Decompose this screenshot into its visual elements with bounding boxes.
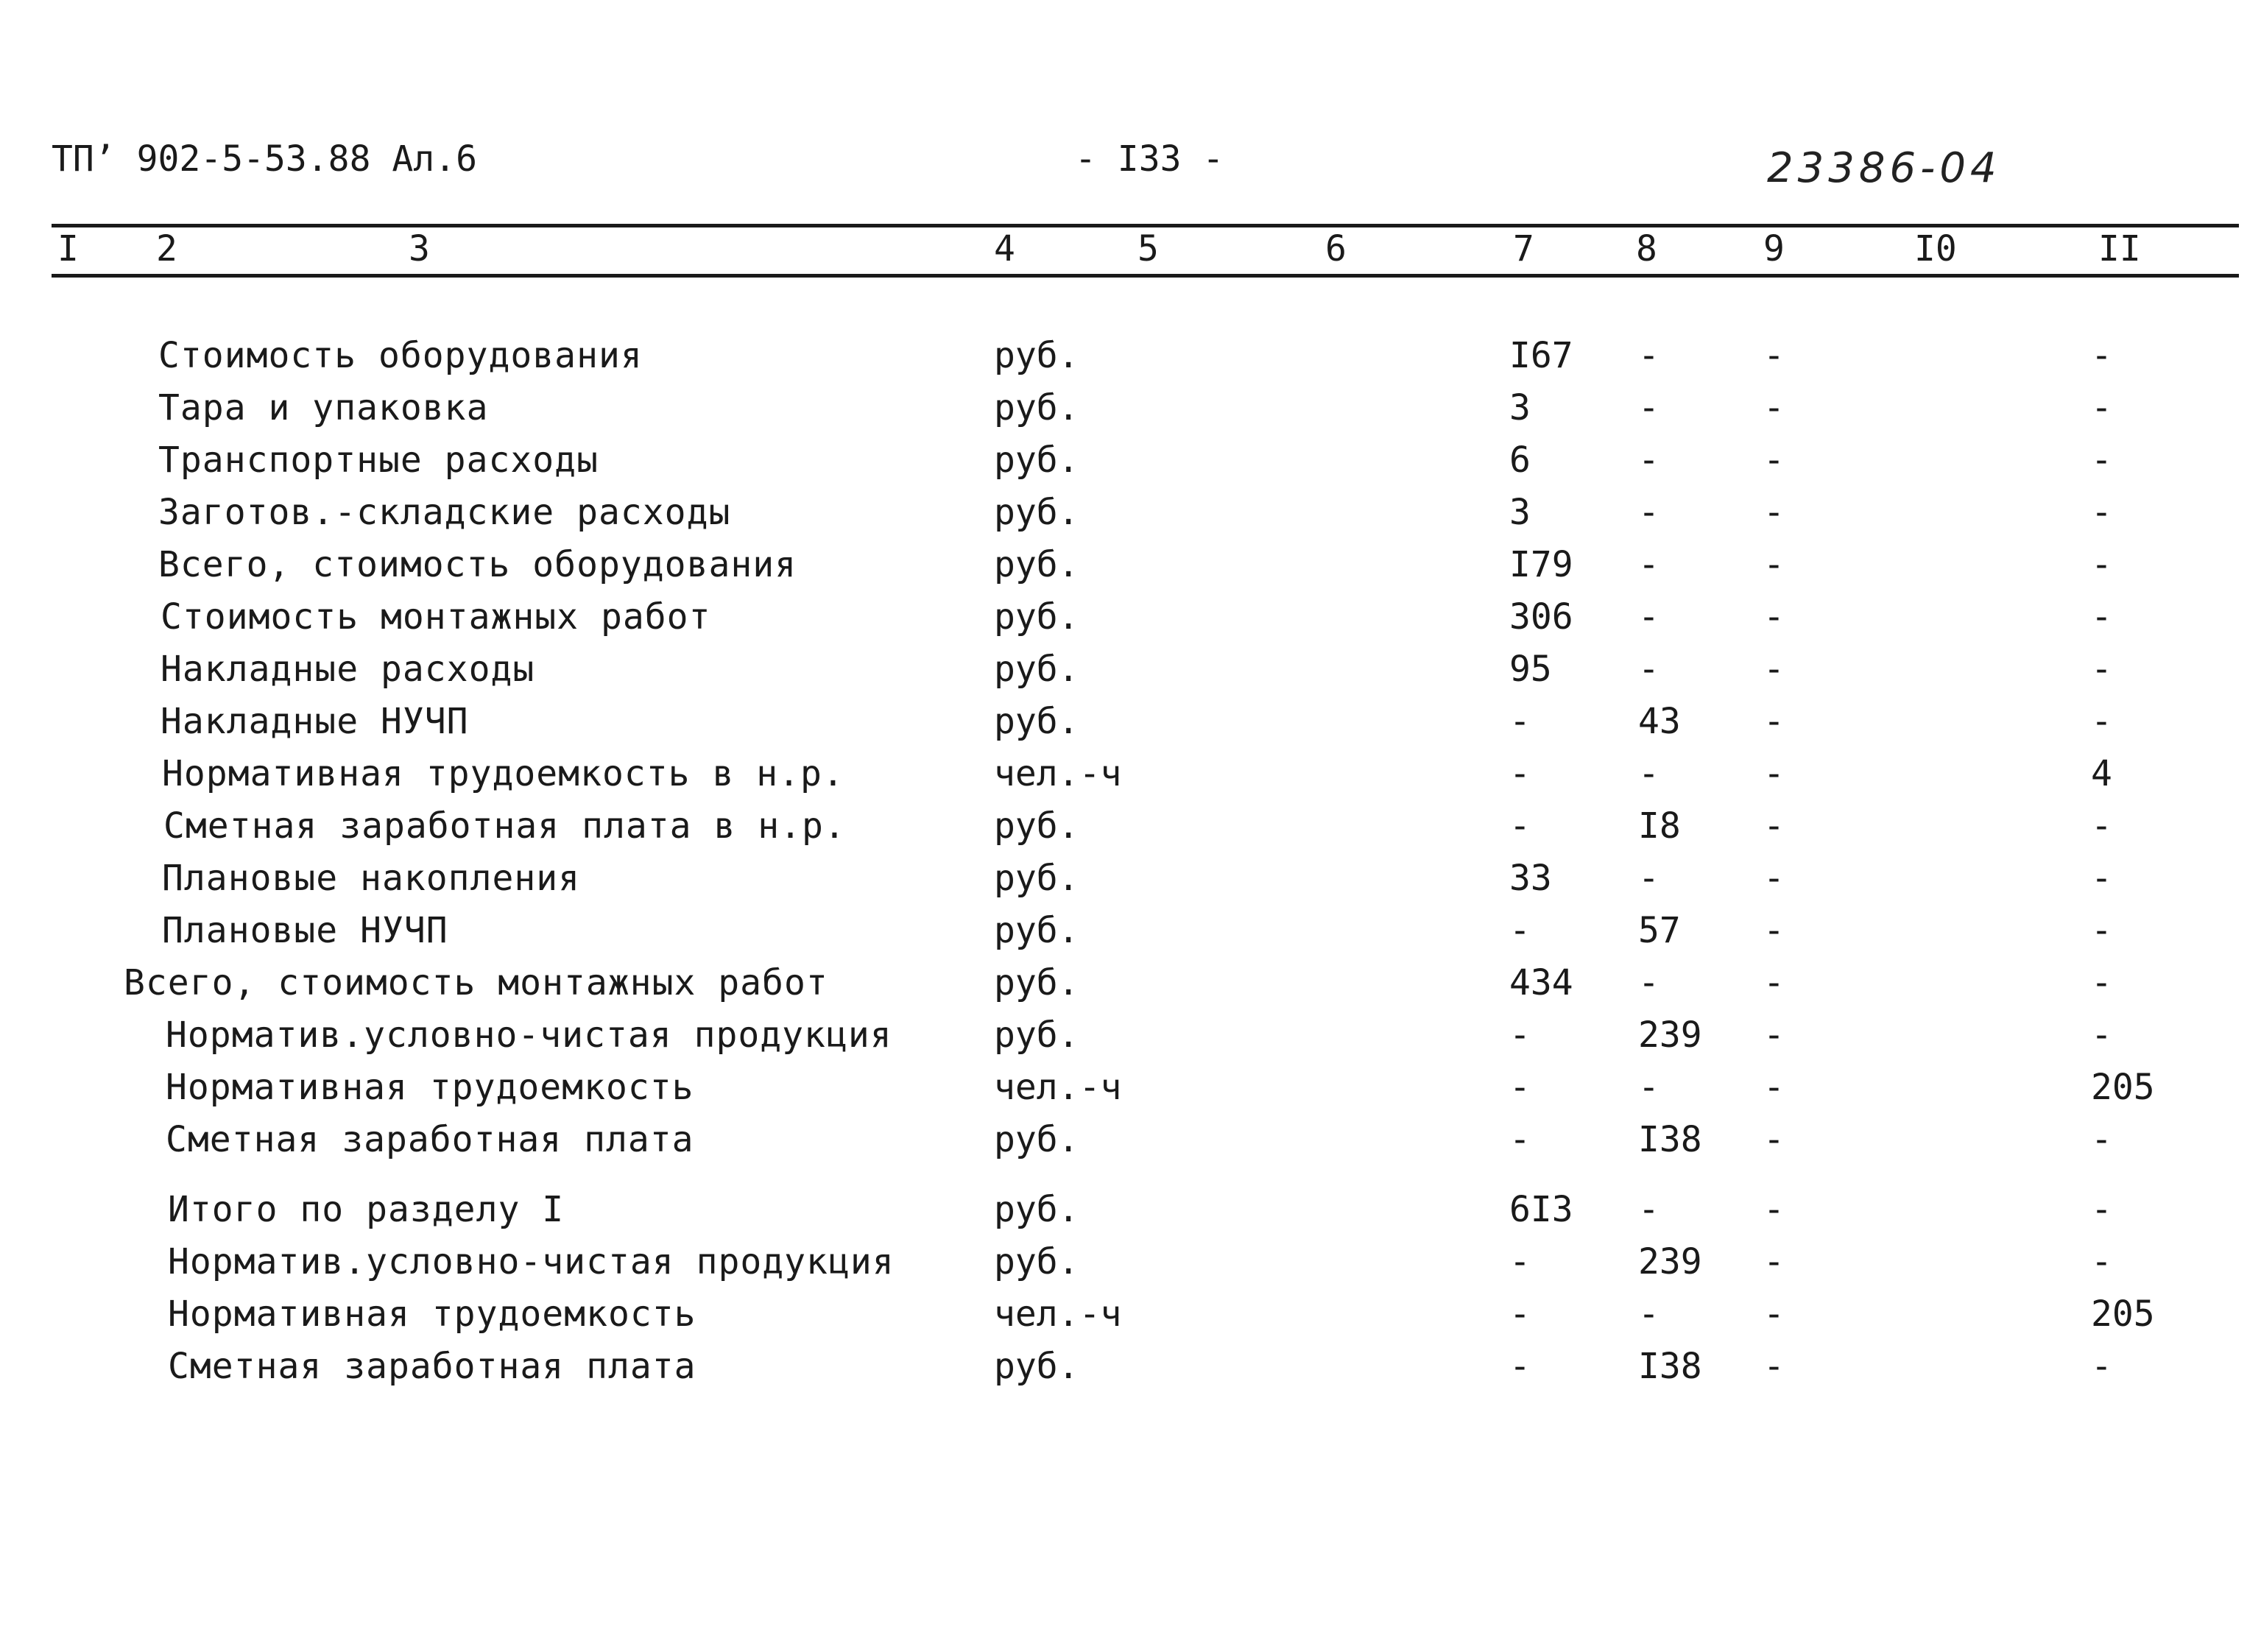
row-name: Всего, стоимость оборудования: [158, 544, 797, 585]
table-row: [0, 335, 2261, 386]
cell-col-11: -: [2091, 335, 2112, 376]
column-number: 9: [1763, 228, 1785, 269]
row-name: Нормативная трудоемкость: [166, 1067, 694, 1108]
row-name: Плановые накопления: [162, 858, 581, 899]
cell-col-8: I38: [1638, 1346, 1702, 1387]
column-number: I: [57, 228, 79, 269]
cell-col-8: -: [1638, 596, 1659, 638]
cell-col-7: I67: [1509, 335, 1573, 376]
row-name: Накладные расходы: [161, 649, 535, 690]
row-unit: чел.-ч: [994, 753, 1122, 794]
column-number: 2: [156, 228, 177, 269]
cell-col-8: -: [1638, 962, 1659, 1003]
cell-col-8: -: [1638, 544, 1659, 585]
cell-col-11: -: [2091, 1346, 2112, 1387]
cell-col-11: 4: [2091, 753, 2112, 794]
cell-col-11: -: [2091, 492, 2112, 533]
cell-col-11: -: [2091, 962, 2112, 1003]
cell-col-11: -: [2091, 1014, 2112, 1056]
table-row: [0, 1067, 2261, 1118]
cell-col-7: -: [1509, 1241, 1531, 1282]
row-unit: руб.: [994, 440, 1079, 481]
table-row: [0, 701, 2261, 752]
table-row: [0, 544, 2261, 596]
row-unit: руб.: [994, 805, 1079, 847]
row-name: Тара и упаковка: [158, 387, 489, 428]
cell-col-11: 205: [2091, 1293, 2155, 1335]
table-row: [0, 1119, 2261, 1171]
cell-col-9: -: [1763, 753, 1785, 794]
cell-col-8: -: [1638, 1293, 1659, 1335]
row-unit: руб.: [994, 910, 1079, 951]
table-row: [0, 805, 2261, 857]
cell-col-11: -: [2091, 544, 2112, 585]
cell-col-9: -: [1763, 1119, 1785, 1160]
cell-col-7: -: [1509, 1014, 1531, 1056]
cell-col-9: -: [1763, 544, 1785, 585]
row-unit: руб.: [994, 387, 1079, 428]
cell-col-9: -: [1763, 1346, 1785, 1387]
table-row: [0, 440, 2261, 491]
cell-col-8: I8: [1638, 805, 1681, 847]
row-unit: руб.: [994, 1189, 1079, 1230]
cell-col-9: -: [1763, 387, 1785, 428]
cell-col-8: I38: [1638, 1119, 1702, 1160]
row-name: Итого по разделу I: [168, 1189, 565, 1230]
row-unit: руб.: [994, 1014, 1079, 1056]
cell-col-7: -: [1509, 753, 1531, 794]
row-name: Нормативная трудоемкость в н.р.: [162, 753, 844, 794]
column-number: 8: [1636, 228, 1657, 269]
row-unit: руб.: [994, 701, 1079, 742]
row-unit: чел.-ч: [994, 1293, 1122, 1335]
row-unit: руб.: [994, 649, 1079, 690]
cell-col-8: -: [1638, 1189, 1659, 1230]
row-unit: руб.: [994, 492, 1079, 533]
cell-col-11: -: [2091, 596, 2112, 638]
cell-col-7: 306: [1509, 596, 1573, 638]
row-unit: чел.-ч: [994, 1067, 1122, 1108]
cell-col-11: -: [2091, 805, 2112, 847]
cell-col-7: 3: [1509, 387, 1531, 428]
cell-col-7: 95: [1509, 649, 1552, 690]
cell-col-8: -: [1638, 440, 1659, 481]
cell-col-7: I79: [1509, 544, 1573, 585]
row-name: Сметная заработная плата: [166, 1119, 694, 1160]
cell-col-7: -: [1509, 1346, 1531, 1387]
cell-col-11: -: [2091, 1189, 2112, 1230]
column-number: II: [2098, 228, 2141, 269]
row-name: Накладные НУЧП: [161, 701, 469, 742]
column-number: 4: [994, 228, 1015, 269]
cell-col-9: -: [1763, 649, 1785, 690]
row-name: Заготов.-складские расходы: [158, 492, 731, 533]
cell-col-11: -: [2091, 910, 2112, 951]
cell-col-9: -: [1763, 805, 1785, 847]
cell-col-9: -: [1763, 858, 1785, 899]
row-name: Норматив.условно-чистая продукция: [168, 1241, 895, 1282]
cell-col-11: -: [2091, 701, 2112, 742]
cell-col-8: 239: [1638, 1241, 1702, 1282]
row-unit: руб.: [994, 544, 1079, 585]
column-number: 5: [1137, 228, 1159, 269]
header-rule-top: [52, 224, 2239, 227]
cell-col-7: 434: [1509, 962, 1573, 1003]
cell-col-7: -: [1509, 701, 1531, 742]
row-name: Нормативная трудоемкость: [168, 1293, 696, 1335]
cell-col-8: 239: [1638, 1014, 1702, 1056]
header-rule-bottom: [52, 274, 2239, 278]
cell-col-9: -: [1763, 492, 1785, 533]
cell-col-9: -: [1763, 440, 1785, 481]
cell-col-8: -: [1638, 1067, 1659, 1108]
table-row: [0, 649, 2261, 700]
row-name: Стоимость монтажных работ: [161, 596, 711, 638]
column-number: 6: [1325, 228, 1347, 269]
row-unit: руб.: [994, 962, 1079, 1003]
table-row: [0, 1241, 2261, 1293]
table-row: [0, 753, 2261, 805]
cell-col-11: -: [2091, 649, 2112, 690]
cell-col-7: 6: [1509, 440, 1531, 481]
table-row: [0, 596, 2261, 648]
column-number: 7: [1513, 228, 1534, 269]
cell-col-9: -: [1763, 335, 1785, 376]
cell-col-7: 33: [1509, 858, 1552, 899]
cell-col-7: -: [1509, 1119, 1531, 1160]
table-row: [0, 910, 2261, 961]
cell-col-9: -: [1763, 701, 1785, 742]
cell-col-7: -: [1509, 1067, 1531, 1108]
cell-col-8: -: [1638, 858, 1659, 899]
cell-col-11: -: [2091, 1119, 2112, 1160]
cell-col-7: -: [1509, 805, 1531, 847]
cell-col-8: -: [1638, 387, 1659, 428]
column-number: I0: [1914, 228, 1957, 269]
row-name: Сметная заработная плата: [168, 1346, 696, 1387]
cell-col-9: -: [1763, 1067, 1785, 1108]
cell-col-8: -: [1638, 335, 1659, 376]
cell-col-11: -: [2091, 440, 2112, 481]
cell-col-9: -: [1763, 1189, 1785, 1230]
row-unit: руб.: [994, 596, 1079, 638]
cell-col-7: 3: [1509, 492, 1531, 533]
handwritten-stamp: 23386-04: [1767, 144, 2001, 192]
cell-col-9: -: [1763, 1293, 1785, 1335]
cell-col-8: -: [1638, 649, 1659, 690]
row-name: Транспортные расходы: [158, 440, 599, 481]
table-row: [0, 387, 2261, 439]
cell-col-9: -: [1763, 962, 1785, 1003]
cell-col-9: -: [1763, 1014, 1785, 1056]
cell-col-9: -: [1763, 910, 1785, 951]
cell-col-7: 6I3: [1509, 1189, 1573, 1230]
cell-col-11: 205: [2091, 1067, 2155, 1108]
row-unit: руб.: [994, 858, 1079, 899]
page-number: - I33 -: [1075, 138, 1224, 180]
cell-col-7: -: [1509, 1293, 1531, 1335]
table-row: [0, 1346, 2261, 1397]
row-name: Сметная заработная плата в н.р.: [163, 805, 846, 847]
cell-col-9: -: [1763, 1241, 1785, 1282]
document-code: ТП’ 902-5-53.88 Ал.6: [52, 138, 477, 180]
cell-col-8: -: [1638, 753, 1659, 794]
table-row: [0, 962, 2261, 1014]
row-unit: руб.: [994, 1119, 1079, 1160]
table-row: [0, 1014, 2261, 1066]
cell-col-11: -: [2091, 858, 2112, 899]
table-row: [0, 492, 2261, 543]
cell-col-8: -: [1638, 492, 1659, 533]
row-unit: руб.: [994, 1241, 1079, 1282]
row-name: Стоимость оборудования: [158, 335, 643, 376]
cell-col-8: 43: [1638, 701, 1681, 742]
row-unit: руб.: [994, 335, 1079, 376]
row-name: Всего, стоимость монтажных работ: [124, 962, 828, 1003]
table-row: [0, 858, 2261, 909]
column-number: 3: [409, 228, 430, 269]
cell-col-9: -: [1763, 596, 1785, 638]
row-name: Норматив.условно-чистая продукция: [166, 1014, 892, 1056]
cell-col-11: -: [2091, 387, 2112, 428]
cell-col-8: 57: [1638, 910, 1681, 951]
row-name: Плановые НУЧП: [162, 910, 448, 951]
table-row: [0, 1293, 2261, 1345]
cell-col-11: -: [2091, 1241, 2112, 1282]
table-row: [0, 1189, 2261, 1240]
cell-col-7: -: [1509, 910, 1531, 951]
row-unit: руб.: [994, 1346, 1079, 1387]
